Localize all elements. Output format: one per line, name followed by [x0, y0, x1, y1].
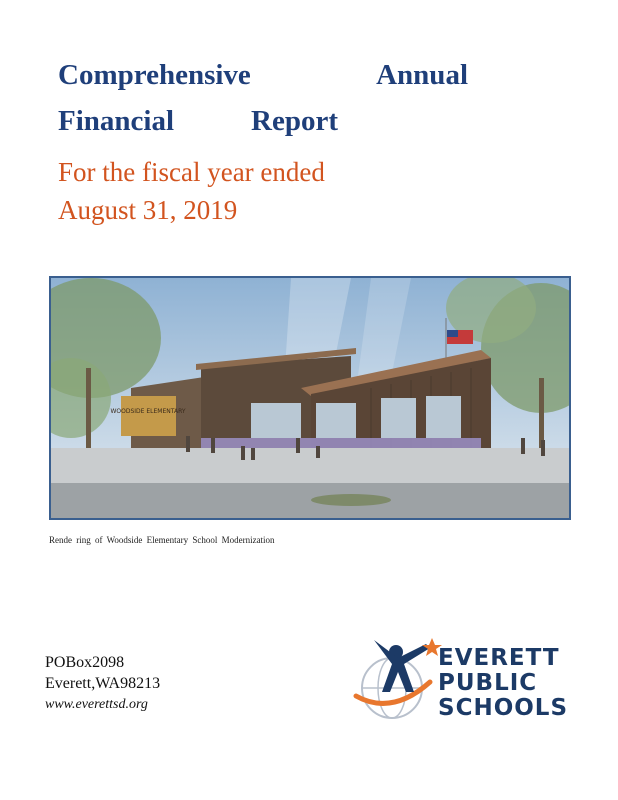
title-line-1 [58, 58, 468, 92]
building-sign-text: WOODSIDE ELEMENTARY [110, 408, 186, 415]
title-word-financial: Financial [58, 105, 175, 137]
title-word-annual: Annual [376, 59, 468, 91]
subtitle-line-1: For the fiscal year ended [58, 157, 325, 187]
address-city: Everett,WA98213 [45, 675, 161, 692]
subtitle-line-2: August 31, 2019 [58, 195, 238, 225]
website-link[interactable]: www.everettsd.org [45, 697, 148, 712]
logo-text-schools: SCHOOLS [438, 695, 569, 721]
title-word-comprehensive: Comprehensive [58, 59, 251, 91]
logo-text-public: PUBLIC [438, 670, 538, 696]
title-word-report: Report [251, 105, 338, 137]
logo-text-everett: EVERETT [438, 645, 560, 671]
school-rendering-image [49, 276, 571, 520]
address-po-box: POBox2098 [45, 654, 125, 671]
title-line-2 [58, 104, 338, 138]
image-caption: Rende ring of Woodside Elementary School Modernization [49, 535, 275, 545]
